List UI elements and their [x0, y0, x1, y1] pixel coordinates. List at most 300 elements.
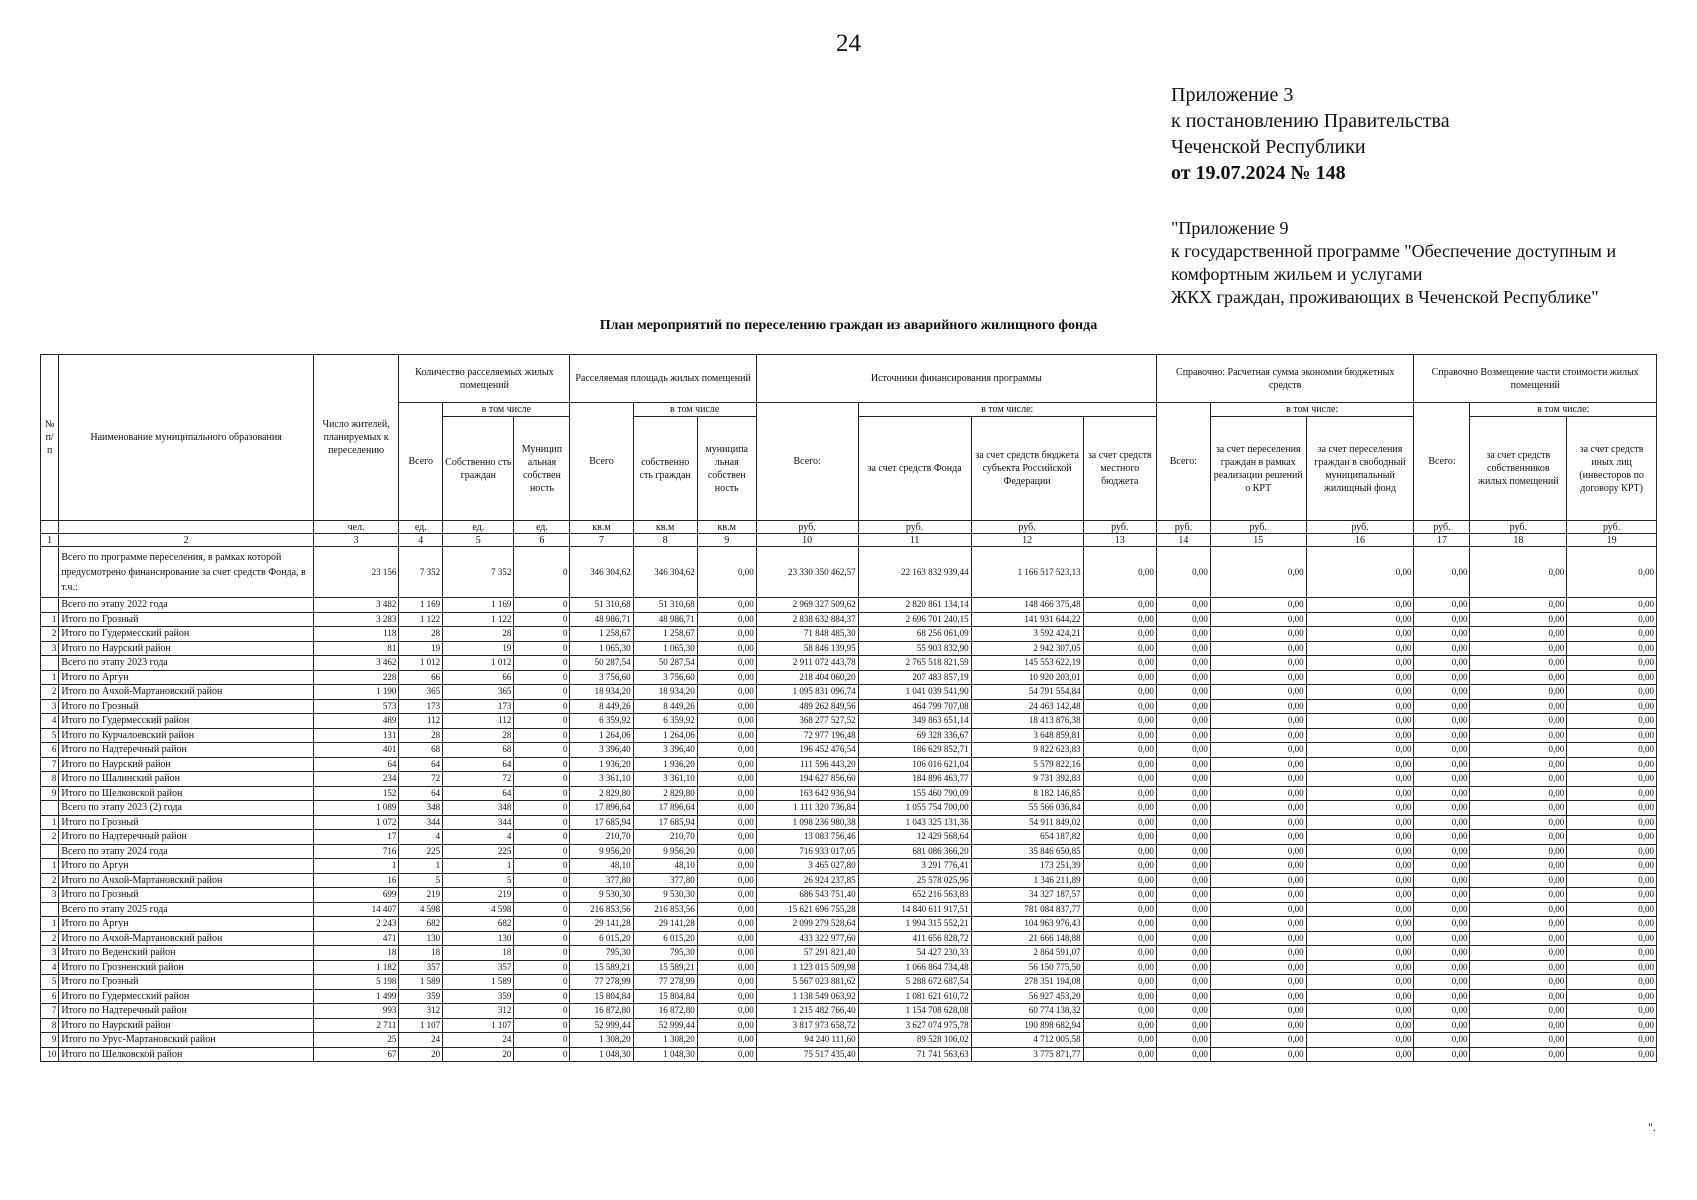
cell-value: 1 123 015 509,98	[756, 960, 858, 975]
cell-value: 654 187,82	[971, 830, 1083, 845]
cell-value: 23 330 350 462,57	[756, 547, 858, 598]
cell-value: 9 822 623,83	[971, 743, 1083, 758]
cell-value: 0,00	[1210, 888, 1306, 903]
cell-value: 24	[399, 1033, 443, 1048]
table-row	[41, 1033, 1657, 1048]
row-name: Итого по Надтеречный район	[59, 743, 314, 758]
cell-value: 0,00	[1306, 830, 1414, 845]
cell-value: 3 817 973 658,72	[756, 1018, 858, 1033]
cell-value: 15 621 696 755,28	[756, 902, 858, 917]
cell-value: 0,00	[1567, 830, 1657, 845]
cell-value: 411 656 828,72	[858, 931, 971, 946]
cell-value: 0,00	[1306, 786, 1414, 801]
table-row	[41, 699, 1657, 714]
row-number	[41, 656, 59, 671]
cell-value: 51 310,68	[633, 598, 697, 613]
cell-value: 489	[313, 714, 399, 729]
cell-value: 278 351 194,08	[971, 975, 1083, 990]
cell-value: 1 107	[443, 1018, 514, 1033]
cell-value: 0,00	[1083, 931, 1156, 946]
table-row	[41, 801, 1657, 816]
cell-value: 0,00	[1414, 946, 1470, 961]
row-name: Итого по Гудермесский район	[59, 627, 314, 642]
cell-value: 3 291 776,41	[858, 859, 971, 874]
cell-value: 131	[313, 728, 399, 743]
cell-value: 0,00	[697, 975, 756, 990]
cell-value: 0,00	[1470, 641, 1567, 656]
cell-value: 0,00	[1083, 815, 1156, 830]
cell-value: 57 291 821,40	[756, 946, 858, 961]
cell-value: 0,00	[1470, 1018, 1567, 1033]
header-incl: в том числе:	[858, 403, 1156, 417]
cell-value: 216 853,56	[633, 902, 697, 917]
table-row	[41, 757, 1657, 772]
cell-value: 225	[399, 844, 443, 859]
cell-value: 0,00	[1156, 917, 1210, 932]
unit-cell: ед.	[399, 521, 443, 534]
cell-value: 145 553 622,19	[971, 656, 1083, 671]
cell-value: 0,00	[1210, 902, 1306, 917]
cell-value: 0	[514, 685, 570, 700]
cell-value: 4 712 005,58	[971, 1033, 1083, 1048]
cell-value: 1 111 320 736,84	[756, 801, 858, 816]
cell-value: 17	[313, 830, 399, 845]
row-number	[41, 801, 59, 816]
cell-value: 3 465 027,80	[756, 859, 858, 874]
cell-value: 2 829,80	[633, 786, 697, 801]
cell-value: 48 986,71	[633, 612, 697, 627]
unit-cell: руб.	[1156, 521, 1210, 534]
cell-value: 0,00	[1306, 902, 1414, 917]
cell-value: 130	[399, 931, 443, 946]
cell-value: 55 566 036,84	[971, 801, 1083, 816]
cell-value: 0,00	[1083, 859, 1156, 874]
table-row	[41, 598, 1657, 613]
cell-value: 1 589	[399, 975, 443, 990]
cell-value: 0,00	[1306, 670, 1414, 685]
cell-value: 28	[443, 627, 514, 642]
cell-value: 72 977 196,48	[756, 728, 858, 743]
cell-value: 795,30	[570, 946, 633, 961]
row-number	[41, 547, 59, 598]
cell-value: 0,00	[1083, 888, 1156, 903]
cell-value: 0,00	[1083, 1033, 1156, 1048]
cell-value: 72	[399, 772, 443, 787]
cell-value: 219	[399, 888, 443, 903]
cell-value: 0	[514, 815, 570, 830]
cell-value: 0,00	[1567, 815, 1657, 830]
row-number	[41, 844, 59, 859]
row-number: 1	[41, 612, 59, 627]
row-name: Итого по Ачхой-Мартановский район	[59, 931, 314, 946]
row-number: 1	[41, 859, 59, 874]
row-name: Итого по Ачхой-Мартановский район	[59, 685, 314, 700]
unit-cell: руб.	[1210, 521, 1306, 534]
cell-value: 71 848 485,30	[756, 627, 858, 642]
appendix9-line: к государственной программе "Обеспечение доступным и	[1171, 241, 1617, 261]
cell-value: 0,00	[1414, 743, 1470, 758]
cell-value: 29 141,28	[570, 917, 633, 932]
cell-value: 0,00	[1414, 989, 1470, 1004]
cell-value: 0,00	[1567, 888, 1657, 903]
row-name: Итого по Ачхой-Мартановский район	[59, 873, 314, 888]
cell-value: 6 359,92	[633, 714, 697, 729]
header-local-budget: за счет средств местного бюджета	[1083, 417, 1156, 521]
cell-value: 0,00	[697, 989, 756, 1004]
table-row	[41, 873, 1657, 888]
cell-value: 1 182	[313, 960, 399, 975]
cell-value: 0,00	[1567, 656, 1657, 671]
cell-value: 0,00	[697, 714, 756, 729]
cell-value: 0,00	[1306, 757, 1414, 772]
cell-value: 0,00	[1156, 1047, 1210, 1062]
column-number: 3	[313, 534, 399, 547]
cell-value: 0,00	[1306, 931, 1414, 946]
row-name: Итого по Шалинский район	[59, 772, 314, 787]
cell-value: 0,00	[1470, 612, 1567, 627]
cell-value: 0,00	[1414, 598, 1470, 613]
unit-cell: кв.м	[697, 521, 756, 534]
cell-value: 1 012	[443, 656, 514, 671]
cell-value: 0,00	[1567, 1047, 1657, 1062]
row-number: 10	[41, 1047, 59, 1062]
cell-value: 1 215 482 766,40	[756, 1004, 858, 1019]
cell-value: 0,00	[1306, 844, 1414, 859]
cell-value: 5 567 023 881,62	[756, 975, 858, 990]
cell-value: 6 359,92	[570, 714, 633, 729]
table-row	[41, 975, 1657, 990]
cell-value: 0,00	[697, 902, 756, 917]
cell-value: 15 589,21	[633, 960, 697, 975]
cell-value: 652 216 563,83	[858, 888, 971, 903]
cell-value: 15 804,84	[570, 989, 633, 1004]
cell-value: 0	[514, 547, 570, 598]
row-number: 8	[41, 772, 59, 787]
cell-value: 3 396,40	[633, 743, 697, 758]
header-incl: в том числе	[443, 403, 570, 417]
cell-value: 0	[514, 656, 570, 671]
closing-mark: ".	[1648, 1120, 1656, 1134]
cell-value: 0,00	[1210, 656, 1306, 671]
cell-value: 3 756,60	[633, 670, 697, 685]
row-name: Итого по Надтеречный район	[59, 1004, 314, 1019]
cell-value: 0,00	[1470, 859, 1567, 874]
row-name: Итого по Грозный	[59, 612, 314, 627]
column-number: 16	[1306, 534, 1414, 547]
cell-value: 17 685,94	[633, 815, 697, 830]
cell-value: 118	[313, 627, 399, 642]
unit-cell: руб.	[1567, 521, 1657, 534]
cell-value: 66	[399, 670, 443, 685]
cell-value: 699	[313, 888, 399, 903]
table-row	[41, 931, 1657, 946]
cell-value: 365	[443, 685, 514, 700]
cell-value: 682	[399, 917, 443, 932]
cell-value: 0,00	[1306, 612, 1414, 627]
cell-value: 77 278,99	[570, 975, 633, 990]
cell-value: 3 627 074 975,78	[858, 1018, 971, 1033]
cell-value: 0,00	[1156, 772, 1210, 787]
row-number: 1	[41, 670, 59, 685]
cell-value: 0,00	[1414, 641, 1470, 656]
cell-value: 0,00	[1470, 627, 1567, 642]
cell-value: 464 799 707,08	[858, 699, 971, 714]
cell-value: 1 043 325 131,36	[858, 815, 971, 830]
appendix9-line: ЖКХ граждан, проживающих в Чеченской Республике"	[1171, 287, 1599, 307]
cell-value: 0,00	[1210, 801, 1306, 816]
cell-value: 0,00	[1414, 670, 1470, 685]
cell-value: 346 304,62	[633, 547, 697, 598]
cell-value: 64	[399, 757, 443, 772]
cell-value: 0,00	[1083, 612, 1156, 627]
cell-value: 207 483 857,19	[858, 670, 971, 685]
cell-value: 0,00	[1470, 547, 1567, 598]
cell-value: 20	[399, 1047, 443, 1062]
cell-value: 0,00	[1083, 1047, 1156, 1062]
cell-value: 0,00	[1306, 989, 1414, 1004]
cell-value: 184 896 463,77	[858, 772, 971, 787]
cell-value: 3 283	[313, 612, 399, 627]
row-name: Итого по Наурский район	[59, 641, 314, 656]
cell-value: 0,00	[1567, 1004, 1657, 1019]
header-owners: за счет средств собственников жилых помещений	[1470, 417, 1567, 521]
cell-value: 0,00	[1414, 699, 1470, 714]
row-name: Всего по этапу 2022 года	[59, 598, 314, 613]
cell-value: 0,00	[1156, 1018, 1210, 1033]
row-name: Итого по Грозненский район	[59, 960, 314, 975]
cell-value: 3 756,60	[570, 670, 633, 685]
header-savings-total: Всего:	[1156, 403, 1210, 521]
cell-value: 89 528 106,02	[858, 1033, 971, 1048]
row-name: Итого по Грозный	[59, 888, 314, 903]
cell-value: 14 840 611 917,51	[858, 902, 971, 917]
cell-value: 58 846 139,95	[756, 641, 858, 656]
cell-value: 0,00	[1306, 641, 1414, 656]
cell-value: 28	[443, 728, 514, 743]
cell-value: 0,00	[1470, 975, 1567, 990]
cell-value: 471	[313, 931, 399, 946]
cell-value: 1 048,30	[633, 1047, 697, 1062]
cell-value: 0,00	[1083, 844, 1156, 859]
cell-value: 3 462	[313, 656, 399, 671]
cell-value: 0,00	[1567, 757, 1657, 772]
cell-value: 349 863 651,14	[858, 714, 971, 729]
cell-value: 4	[443, 830, 514, 845]
cell-value: 0,00	[1083, 627, 1156, 642]
cell-value: 0,00	[1156, 656, 1210, 671]
table-row	[41, 728, 1657, 743]
cell-value: 19	[443, 641, 514, 656]
cell-value: 0,00	[1210, 598, 1306, 613]
column-number: 7	[570, 534, 633, 547]
cell-value: 7 352	[443, 547, 514, 598]
cell-value: 0,00	[1470, 786, 1567, 801]
cell-value: 0	[514, 641, 570, 656]
unit-cell: руб.	[971, 521, 1083, 534]
header-incl: в том числе:	[1470, 403, 1657, 417]
cell-value: 0,00	[1470, 598, 1567, 613]
cell-value: 0,00	[1210, 728, 1306, 743]
cell-value: 6 015,20	[570, 931, 633, 946]
cell-value: 0,00	[1083, 873, 1156, 888]
row-name: Итого по Аргун	[59, 859, 314, 874]
cell-value: 5 288 672 687,54	[858, 975, 971, 990]
cell-value: 48,10	[570, 859, 633, 874]
cell-value: 26 924 237,85	[756, 873, 858, 888]
cell-value: 0,00	[1414, 844, 1470, 859]
cell-value: 18	[399, 946, 443, 961]
header-krt: за счет переселения граждан в рамках реализации решений о КРТ	[1210, 417, 1306, 521]
table-row	[41, 714, 1657, 729]
table-row	[41, 830, 1657, 845]
cell-value: 0,00	[1156, 931, 1210, 946]
cell-value: 0,00	[1210, 931, 1306, 946]
cell-value: 210,70	[633, 830, 697, 845]
cell-value: 0,00	[1306, 685, 1414, 700]
cell-value: 0,00	[1470, 873, 1567, 888]
cell-value: 81	[313, 641, 399, 656]
row-number: 9	[41, 1033, 59, 1048]
row-name: Итого по Веденский район	[59, 946, 314, 961]
cell-value: 0,00	[1156, 728, 1210, 743]
cell-value: 0,00	[1470, 844, 1567, 859]
cell-value: 35 846 650,85	[971, 844, 1083, 859]
header-municipal-area: муниципа льная собствен ность	[697, 417, 756, 521]
cell-value: 112	[443, 714, 514, 729]
cell-value: 0,00	[1083, 547, 1156, 598]
cell-value: 0,00	[697, 844, 756, 859]
unit-cell: ед.	[514, 521, 570, 534]
cell-value: 346 304,62	[570, 547, 633, 598]
cell-value: 1 072	[313, 815, 399, 830]
cell-value: 993	[313, 1004, 399, 1019]
cell-value: 0,00	[1083, 830, 1156, 845]
cell-value: 112	[399, 714, 443, 729]
table-body	[41, 547, 1657, 1062]
cell-value: 1 169	[399, 598, 443, 613]
cell-value: 0,00	[1156, 699, 1210, 714]
cell-value: 216 853,56	[570, 902, 633, 917]
column-number: 9	[697, 534, 756, 547]
cell-value: 0,00	[1470, 1004, 1567, 1019]
cell-value: 0,00	[1567, 547, 1657, 598]
cell-value: 359	[399, 989, 443, 1004]
cell-value: 0,00	[697, 815, 756, 830]
cell-value: 16 872,80	[633, 1004, 697, 1019]
cell-value: 14 407	[313, 902, 399, 917]
cell-value: 0	[514, 714, 570, 729]
cell-value: 0,00	[1210, 1004, 1306, 1019]
cell-value: 28	[399, 728, 443, 743]
cell-value: 0,00	[697, 772, 756, 787]
cell-value: 716 933 017,05	[756, 844, 858, 859]
cell-value: 0	[514, 786, 570, 801]
cell-value: 0,00	[1567, 931, 1657, 946]
cell-value: 1 994 315 552,21	[858, 917, 971, 932]
cell-value: 0,00	[697, 699, 756, 714]
cell-value: 1 107	[399, 1018, 443, 1033]
cell-value: 0	[514, 902, 570, 917]
cell-value: 1 346 211,89	[971, 873, 1083, 888]
cell-value: 9 956,20	[633, 844, 697, 859]
cell-value: 573	[313, 699, 399, 714]
cell-value: 1 041 039 541,90	[858, 685, 971, 700]
cell-value: 0,00	[1210, 772, 1306, 787]
cell-value: 0	[514, 743, 570, 758]
cell-value: 0,00	[697, 627, 756, 642]
cell-value: 0,00	[1156, 815, 1210, 830]
table-row	[41, 612, 1657, 627]
header-reimbursement-group: Справочно Возмещение части стоимости жилых помещений	[1414, 355, 1657, 403]
appendix-date-number: от 19.07.2024 № 148	[1171, 162, 1346, 184]
cell-value: 401	[313, 743, 399, 758]
table-row	[41, 786, 1657, 801]
cell-value: 0,00	[697, 873, 756, 888]
cell-value: 0,00	[1210, 946, 1306, 961]
cell-value: 9 956,20	[570, 844, 633, 859]
cell-value: 56 150 775,50	[971, 960, 1083, 975]
cell-value: 0,00	[1567, 641, 1657, 656]
cell-value: 0,00	[1306, 960, 1414, 975]
table-row	[41, 656, 1657, 671]
row-number: 7	[41, 1004, 59, 1019]
cell-value: 196 452 476,54	[756, 743, 858, 758]
cell-value: 0,00	[1306, 1004, 1414, 1019]
cell-value: 173	[399, 699, 443, 714]
cell-value: 10 920 203,01	[971, 670, 1083, 685]
cell-value: 2 864 591,07	[971, 946, 1083, 961]
row-name: Итого по Грозный	[59, 815, 314, 830]
cell-value: 2 765 518 821,59	[858, 656, 971, 671]
cell-value: 0,00	[697, 888, 756, 903]
header-finance-total: Всего:	[756, 403, 858, 521]
row-name: Итого по Грозный	[59, 699, 314, 714]
cell-value: 348	[399, 801, 443, 816]
header-free-fund: за счет переселения граждан в свободный муниципальный жилищный фонд	[1306, 417, 1414, 521]
table-row	[41, 743, 1657, 758]
cell-value: 0,00	[1414, 931, 1470, 946]
header-num: № п/п	[41, 355, 59, 521]
cell-value: 0,00	[1567, 728, 1657, 743]
header-rooms-total: Всего	[399, 403, 443, 521]
cell-value: 1 169	[443, 598, 514, 613]
cell-value: 0,00	[1470, 888, 1567, 903]
cell-value: 7 352	[399, 547, 443, 598]
cell-value: 0,00	[697, 1047, 756, 1062]
cell-value: 0,00	[1156, 612, 1210, 627]
cell-value: 15 804,84	[633, 989, 697, 1004]
cell-value: 0	[514, 960, 570, 975]
row-number: 3	[41, 641, 59, 656]
cell-value: 0,00	[1210, 975, 1306, 990]
cell-value: 0,00	[1156, 1004, 1210, 1019]
unit-cell: чел.	[313, 521, 399, 534]
cell-value: 0,00	[1414, 873, 1470, 888]
cell-value: 29 141,28	[633, 917, 697, 932]
cell-value: 0,00	[1210, 641, 1306, 656]
cell-value: 0	[514, 830, 570, 845]
cell-value: 0,00	[1470, 902, 1567, 917]
cell-value: 0,00	[1210, 859, 1306, 874]
cell-value: 25	[313, 1033, 399, 1048]
row-number: 8	[41, 1018, 59, 1033]
cell-value: 1	[313, 859, 399, 874]
cell-value: 433 322 977,60	[756, 931, 858, 946]
unit-cell: руб.	[858, 521, 971, 534]
cell-value: 0,00	[1210, 1018, 1306, 1033]
cell-value: 75 517 435,40	[756, 1047, 858, 1062]
unit-cell: кв.м	[570, 521, 633, 534]
